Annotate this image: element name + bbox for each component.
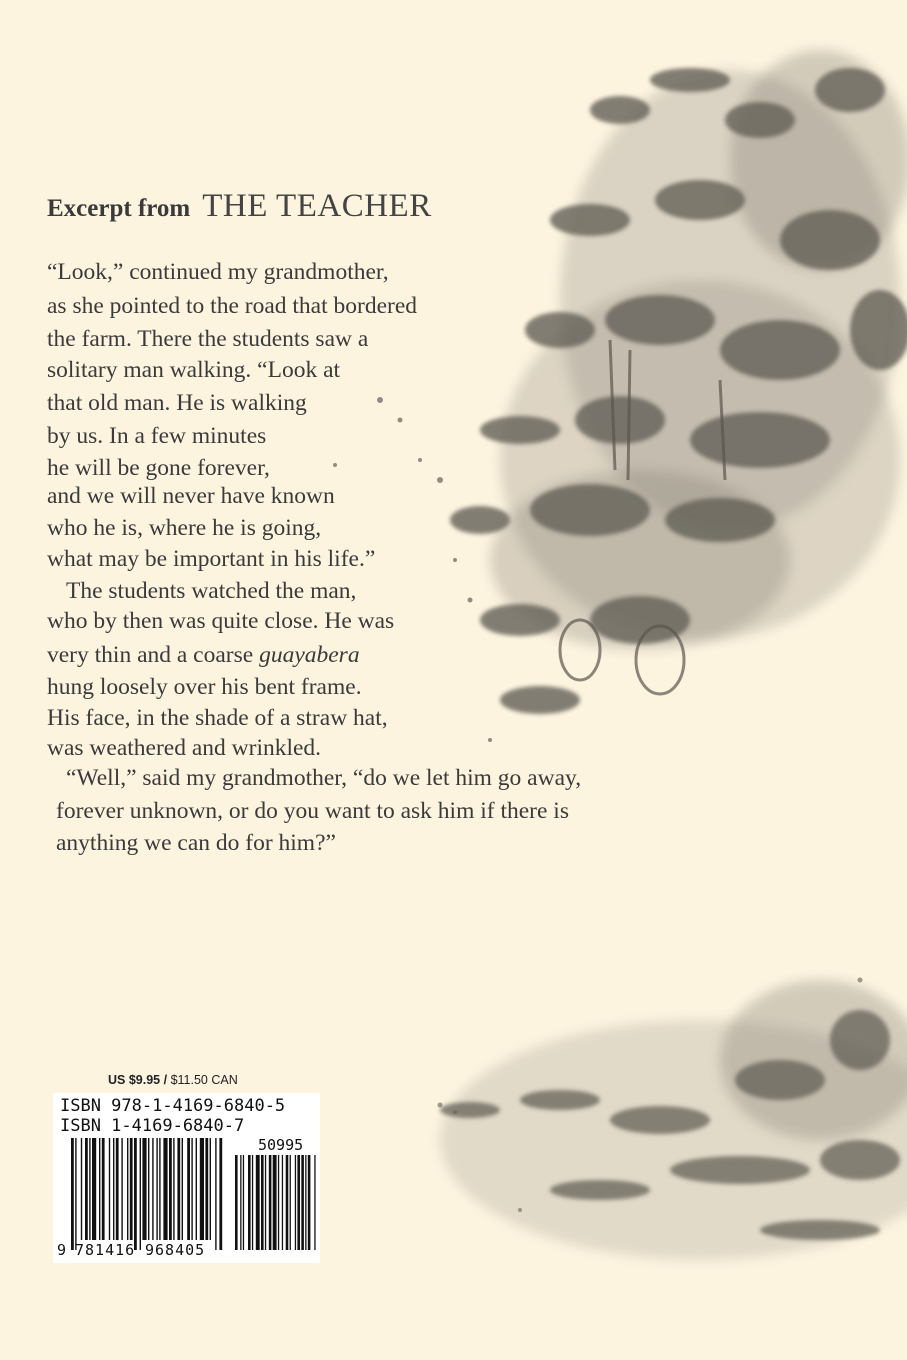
addon-bar xyxy=(265,1155,266,1250)
addon-bar xyxy=(286,1155,289,1250)
excerpt-line: who by then was quite close. He was xyxy=(47,608,395,634)
barcode-bar xyxy=(142,1138,146,1240)
addon-bar xyxy=(252,1155,253,1250)
excerpt-line: that old man. He is walking xyxy=(47,390,307,416)
excerpt-line: the farm. There the students saw a xyxy=(47,326,369,352)
italic-word: guayabera xyxy=(259,642,360,668)
barcode-bar xyxy=(205,1138,208,1240)
excerpt-line-text: very thin and a coarse xyxy=(47,642,260,668)
barcode-bar xyxy=(196,1138,197,1240)
barcode-bar xyxy=(191,1138,192,1240)
barcode-bar xyxy=(177,1138,180,1240)
excerpt-line: The students watched the man, xyxy=(66,578,357,604)
barcode-bar xyxy=(182,1138,183,1240)
addon-bar xyxy=(240,1155,241,1250)
barcode-bar xyxy=(116,1138,119,1240)
addon-bar xyxy=(269,1155,272,1250)
barcode-bar xyxy=(148,1138,149,1240)
addon-bar xyxy=(308,1155,311,1250)
barcode-bar xyxy=(89,1138,90,1240)
barcode-bar xyxy=(113,1138,114,1240)
excerpt-line: who he is, where he is going, xyxy=(47,515,322,541)
addon-bar xyxy=(256,1155,260,1250)
excerpt-line: His face, in the shade of a straw hat, xyxy=(47,705,388,731)
price-us: US $9.95 xyxy=(108,1073,161,1087)
addon-bar xyxy=(297,1155,300,1250)
addon-bar xyxy=(261,1155,264,1250)
price-addon-code: 50995 xyxy=(258,1136,304,1154)
isbn-barcode xyxy=(53,1093,320,1263)
barcode-bar xyxy=(81,1138,82,1240)
barcode-bar xyxy=(109,1138,110,1240)
barcode-bar xyxy=(169,1138,172,1240)
barcode-bar xyxy=(130,1138,133,1240)
excerpt-line: by us. In a few minutes xyxy=(47,423,267,449)
barcode-bar xyxy=(85,1138,88,1240)
addon-bar xyxy=(295,1155,296,1250)
barcode-bar xyxy=(152,1138,153,1240)
excerpt-line: was weathered and wrinkled. xyxy=(47,735,322,761)
barcode-bar xyxy=(134,1138,137,1250)
isbn-10: ISBN 1-4169-6840-7 xyxy=(60,1116,245,1136)
excerpt-line: “Well,” said my grandmother, “do we let him go away, xyxy=(66,765,582,791)
barcode-bar xyxy=(173,1138,174,1240)
excerpt-prefix: Excerpt from xyxy=(47,195,191,222)
excerpt-line: hung loosely over his bent frame. xyxy=(47,674,362,700)
addon-bar xyxy=(301,1155,304,1250)
price-can: $11.50 CAN xyxy=(170,1073,238,1087)
barcode-bar xyxy=(163,1138,167,1240)
barcode-bar xyxy=(215,1138,216,1250)
barcode-bar xyxy=(92,1138,96,1240)
landscape-sketch xyxy=(438,978,907,1261)
addon-bar xyxy=(278,1155,279,1250)
excerpt-line: as she pointed to the road that bordered xyxy=(47,293,418,319)
barcode-bar xyxy=(156,1138,157,1240)
addon-bar xyxy=(290,1155,291,1250)
addon-bar xyxy=(273,1155,277,1250)
barcode-bar xyxy=(200,1138,204,1240)
barcode-bar xyxy=(127,1138,128,1240)
addon-bar xyxy=(248,1155,251,1250)
excerpt-line: anything we can do for him?” xyxy=(56,830,336,856)
ean-group-1: 781416 xyxy=(75,1241,136,1259)
barcode-bar xyxy=(102,1138,105,1240)
excerpt-line: solitary man walking. “Look at xyxy=(47,357,341,383)
addon-bar xyxy=(305,1155,306,1250)
barcode-bar xyxy=(210,1138,211,1240)
barcode-bar xyxy=(99,1138,100,1240)
addon-bar xyxy=(314,1155,315,1250)
barcode-bar xyxy=(159,1138,160,1240)
excerpt-line: forever unknown, or do you want to ask him if there is xyxy=(56,798,569,824)
excerpt-heading xyxy=(47,188,432,225)
excerpt-line: “Look,” continued my grandmother, xyxy=(47,259,389,285)
barcode-bar xyxy=(140,1138,141,1250)
addon-bar xyxy=(282,1155,283,1250)
excerpt-line: he will be gone forever, xyxy=(47,455,270,481)
addon-bar xyxy=(235,1155,238,1250)
ean-first-digit: 9 xyxy=(57,1241,67,1259)
barcode-bar xyxy=(75,1138,76,1250)
excerpt-line-with-italic xyxy=(47,640,360,670)
book-title: THE TEACHER xyxy=(202,188,432,224)
barcode-bar xyxy=(71,1138,74,1250)
barcode-bar xyxy=(219,1138,222,1250)
barcode-bar xyxy=(187,1138,190,1240)
excerpt-line: what may be important in his life.” xyxy=(47,546,376,572)
tree-foliage-sketch xyxy=(333,50,907,742)
price-separator: / xyxy=(163,1073,168,1087)
barcode-bar xyxy=(121,1138,122,1240)
price-label xyxy=(108,1073,238,1087)
isbn-13: ISBN 978-1-4169-6840-5 xyxy=(60,1096,286,1116)
addon-bar xyxy=(243,1155,244,1250)
excerpt-line: and we will never have known xyxy=(47,483,335,509)
ean-group-2: 968405 xyxy=(145,1241,206,1259)
